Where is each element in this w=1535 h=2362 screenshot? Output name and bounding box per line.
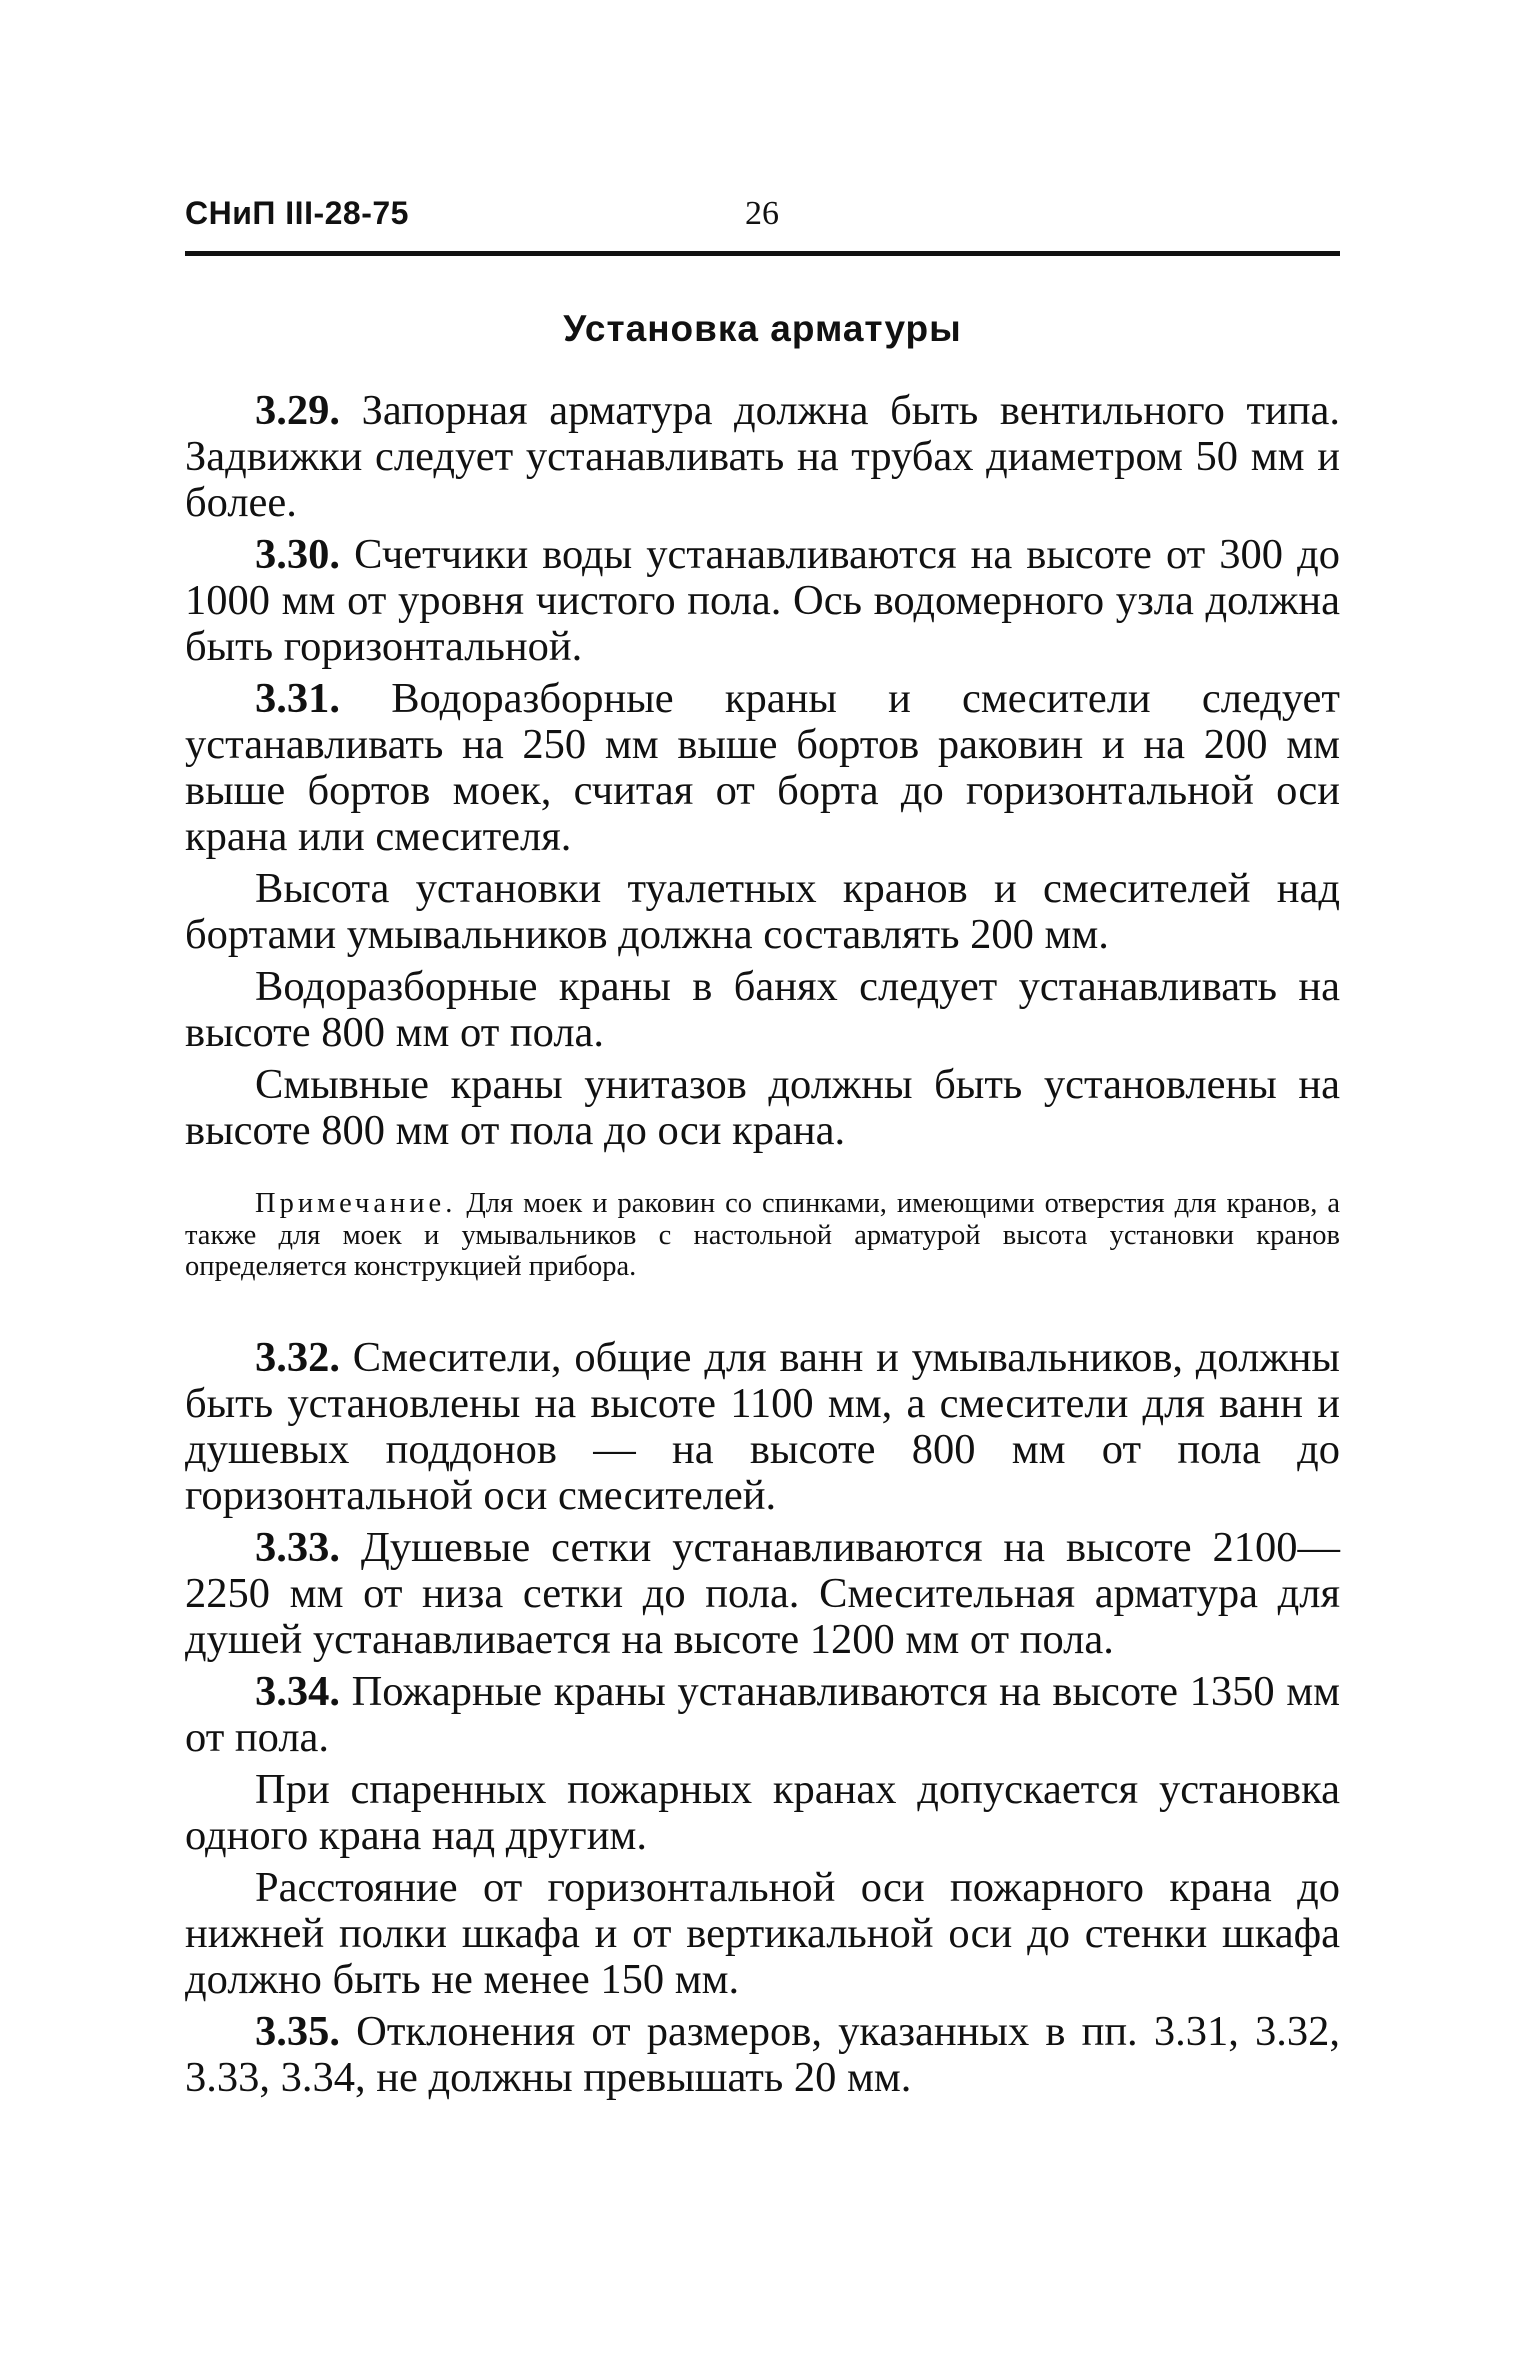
paragraph-3-35 [185,2009,1340,2101]
paragraph-3-34 [185,1669,1340,1761]
paragraph-text: Счетчики воды устанавливаются на высоте от 300 до 1000 мм от уровня чистого пола. Ось водомерного узла должна быть горизонтальной. [185,531,1340,670]
paragraph-cabinet-distance [185,1865,1340,2003]
header-rule [185,251,1340,256]
paragraph-text: Пожарные краны устанавливаются на высоте 1350 мм от пола. [185,1667,1340,1761]
paragraph-number: 3.33. [255,1523,340,1571]
section-title: Установка арматуры [563,308,962,349]
paragraph-text: Отклонения от размеров, указанных в пп. 3.31, 3.32, 3.33, 3.34, не должны превышать 20 мм. [185,2007,1340,2101]
paragraph-3-30 [185,532,1340,670]
note-label: Примечание. [255,1188,457,1219]
paragraph-text: Запорная арматура должна быть вентильного типа. Задвижки следует устанавливать на трубах диаметром 50 мм и более. [185,387,1340,526]
note-text: Для моек и раковин со спинками, имеющими отверстия для кранов, а также для моек и умывальников с настольной арматурой высота установки кранов определяется конструкцией прибора. [185,1188,1340,1282]
paragraph-number: 3.31. [255,675,340,722]
paragraph-number: 3.32. [255,1333,340,1381]
paragraph-3-31 [185,676,1340,860]
paragraph-3-33 [185,1525,1340,1663]
paragraph-text: Водоразборные краны и смесители следует устанавливать на 250 мм выше бортов раковин и на 200 мм выше бортов моек, считая от борта до горизонтальной оси крана или смесителя. [185,675,1340,860]
paragraph-toilet-taps [185,866,1340,958]
paragraph-bath-taps [185,964,1340,1056]
paragraph-3-29 [185,388,1340,526]
paragraph-number: 3.35. [255,2007,340,2055]
document-code: СНиП III-28-75 [185,195,409,231]
paragraph-text: Душевые сетки устанавливаются на высоте 2100—2250 мм от низа сетки до пола. Смесительная арматура для душей устанавливается на высоте 1200 мм от пола. [185,1523,1340,1663]
note [185,1188,1340,1283]
paragraph-3-32 [185,1335,1340,1519]
paragraph-number: 3.29. [255,387,340,434]
paragraph-number: 3.34. [255,1667,340,1715]
paragraph-text: Высота установки туалетных кранов и смесителей над бортами умывальников должна составлять 200 мм. [185,865,1340,958]
paragraph-text: Расстояние от горизонтальной оси пожарного крана до нижней полки шкафа и от вертикальной оси до стенки шкафа должно быть не менее 150 мм. [185,1863,1340,2003]
document-page [185,195,1340,2107]
paragraph-paired-taps [185,1767,1340,1859]
paragraph-text: Смесители, общие для ванн и умывальников, должны быть установлены на высоте 1100 мм, а смесители для ванн и душевых поддонов — на высоте 800 мм от пола до горизонтальной оси смесителей. [185,1333,1340,1519]
paragraph-flush-taps [185,1062,1340,1154]
paragraph-number: 3.30. [255,531,340,578]
page-number: 26 [745,195,779,232]
paragraph-text: Смывные краны унитазов должны быть установлены на высоте 800 мм от пола до оси крана. [185,1061,1340,1154]
running-header [185,195,1340,245]
paragraph-text: При спаренных пожарных кранах допускается установка одного крана над другим. [185,1765,1340,1859]
paragraph-text: Водоразборные краны в банях следует устанавливать на высоте 800 мм от пола. [185,963,1340,1056]
